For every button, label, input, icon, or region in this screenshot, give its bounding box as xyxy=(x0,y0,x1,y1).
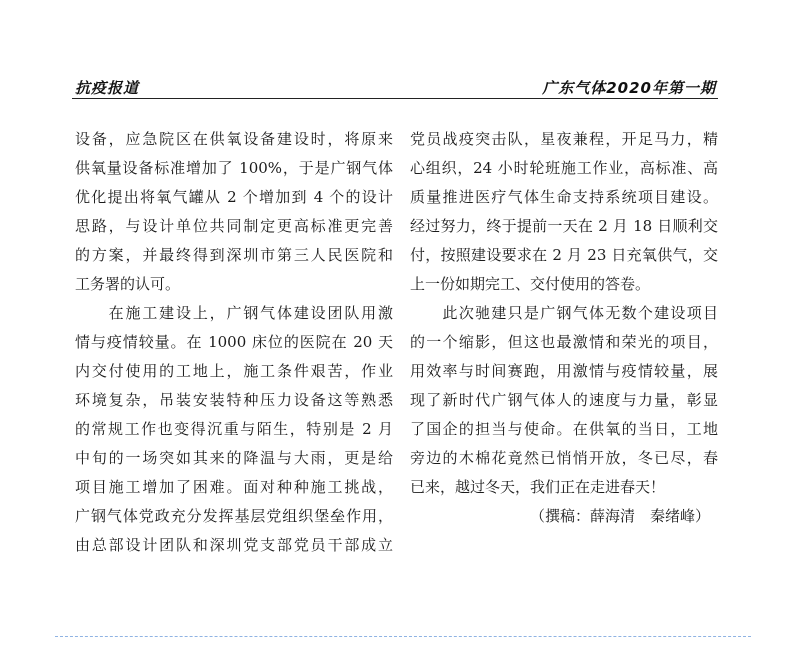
text-line: 项目施工增加了困难。面对种种施工挑战， xyxy=(75,478,393,496)
text-line: 付，按照建设要求在 2 月 23 日充氧供气，交 xyxy=(410,246,718,264)
text-line: 的常规工作也变得沉重与陌生，特别是 2 月 xyxy=(75,420,393,438)
text-line: 现了新时代广钢气体人的速度与力量，彰显 xyxy=(410,391,718,409)
text-line: 旁边的木棉花竟然已悄悄开放，冬已尽，春 xyxy=(410,449,718,467)
text-line: 的方案，并最终得到深圳市第三人民医院和 xyxy=(75,246,393,264)
text-line: 工务署的认可。 xyxy=(75,275,181,293)
text-line: 优化提出将氧气罐从 2 个增加到 4 个的设计 xyxy=(75,188,393,206)
text-line: 广钢气体党政充分发挥基层党组织堡垒作用， xyxy=(75,507,393,525)
left-column xyxy=(75,125,393,560)
text-line: 已来，越过冬天，我们正在走进春天！ xyxy=(410,478,666,496)
section-title: 抗疫报道 xyxy=(75,79,140,97)
text-line: 内交付使用的工地上，施工条件艰苦，作业 xyxy=(75,362,393,380)
text-line: 此次驰建只是广钢气体无数个建设项目 xyxy=(410,304,718,322)
text-line: 的一个缩影，但这也最激情和荣光的项目， xyxy=(410,333,718,351)
text-line: 设备，应急院区在供氧设备建设时，将原来 xyxy=(75,130,393,148)
text-line: 党员战疫突击队，星夜兼程，开足马力，精 xyxy=(410,130,718,148)
text-line: 质量推进医疗气体生命支持系统项目建设。 xyxy=(410,188,718,206)
text-line: 心组织，24 小时轮班施工作业，高标准、高 xyxy=(410,159,718,177)
text-line: 经过努力，终于提前一天在 2 月 18 日顺利交 xyxy=(410,217,718,235)
header-divider xyxy=(72,98,718,99)
right-column xyxy=(410,125,718,531)
author-credit: （撰稿：薛海清 秦绪峰） xyxy=(529,507,710,525)
text-line: 了国企的担当与使命。在供氧的当日，工地 xyxy=(410,420,718,438)
text-line: 中旬的一场突如其来的降温与大雨，更是给 xyxy=(75,449,393,467)
text-line: 在施工建设上，广钢气体建设团队用激 xyxy=(75,304,393,322)
publication-issue: 广东气体2020年第一期 xyxy=(542,79,716,97)
text-line: 由总部设计团队和深圳党支部党员干部成立 xyxy=(75,536,393,554)
footer-divider xyxy=(55,636,751,637)
text-line: 上一份如期完工、交付使用的答卷。 xyxy=(410,275,651,293)
text-line: 思路，与设计单位共同制定更高标准更完善 xyxy=(75,217,393,235)
text-line: 供氧量设备标准增加了 100%，于是广钢气体 xyxy=(75,159,393,177)
text-line: 情与疫情较量。在 1000 床位的医院在 20 天 xyxy=(75,333,393,351)
text-line: 用效率与时间赛跑，用激情与疫情较量，展 xyxy=(410,362,718,380)
text-line: 环境复杂，吊装安装特种压力设备这等熟悉 xyxy=(75,391,393,409)
